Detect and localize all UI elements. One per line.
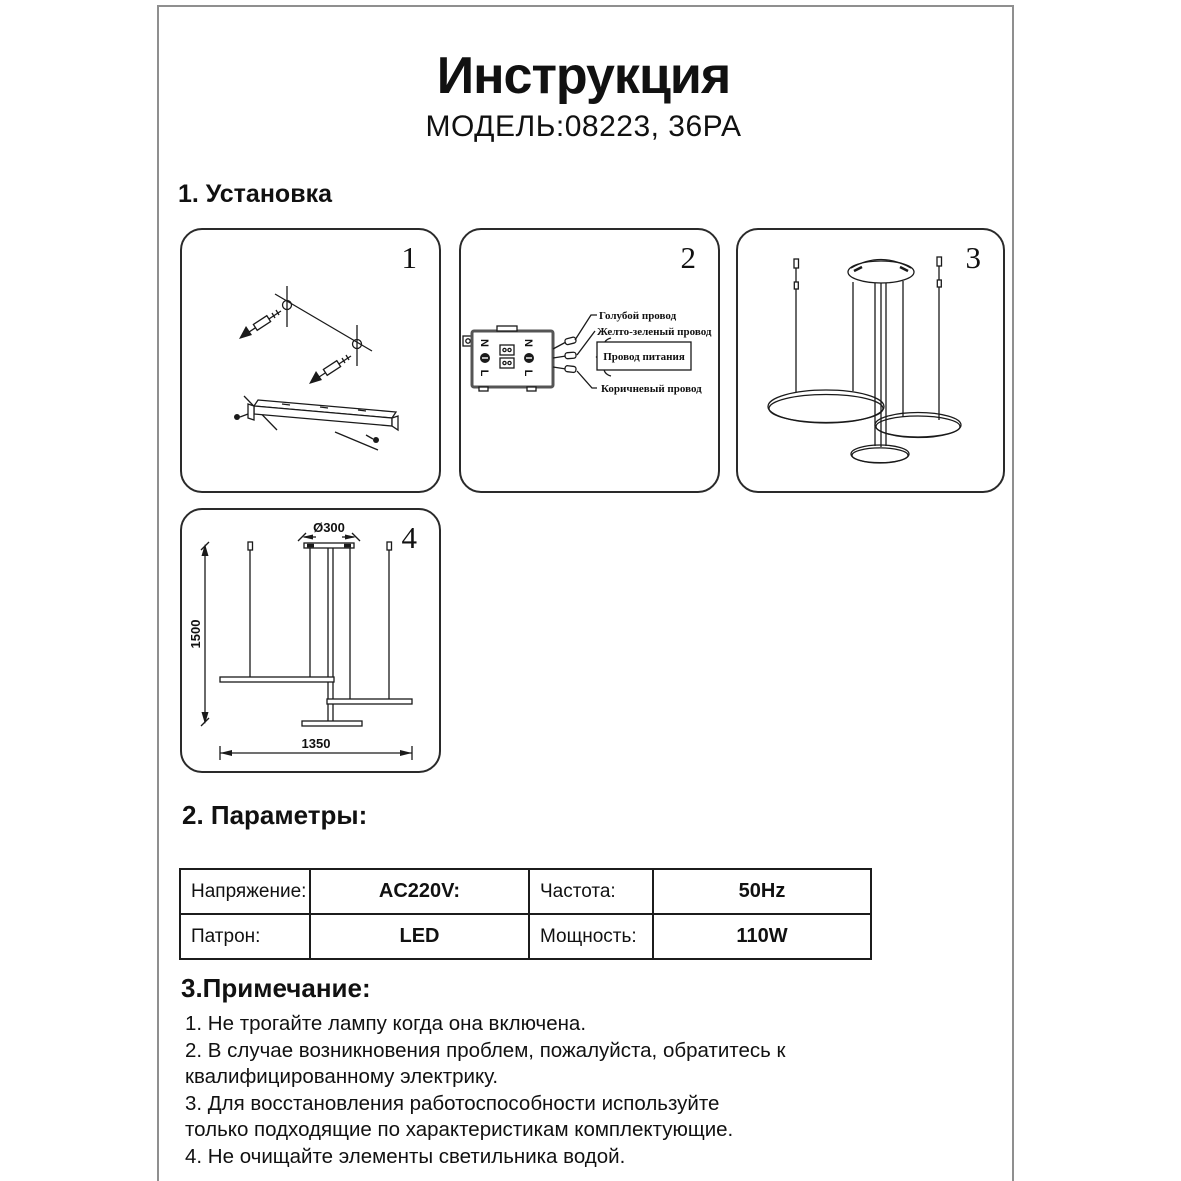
dimension-diagram bbox=[182, 510, 435, 767]
param-label-voltage: Напряжение: bbox=[180, 869, 310, 914]
install-step-3-panel bbox=[736, 228, 1005, 493]
param-value-voltage: AC220V: bbox=[310, 869, 529, 914]
step-number: 4 bbox=[401, 520, 417, 555]
section-notes-heading: 3.Примечание: bbox=[181, 973, 371, 1003]
drill-points bbox=[275, 286, 372, 366]
install-step-1-panel bbox=[180, 228, 441, 493]
terminal-n-label: N bbox=[478, 339, 490, 347]
param-label-power: Мощность: bbox=[529, 914, 653, 959]
wiring-diagram bbox=[461, 230, 714, 487]
section-installation-heading: 1. Установка bbox=[178, 180, 332, 208]
note-line: 2. В случае возникновения проблем, пожалуйста, обратитесь к bbox=[185, 1038, 786, 1062]
wire-label-power: Провод питания bbox=[603, 351, 685, 363]
terminal-block bbox=[463, 326, 553, 391]
model-subtitle: МОДЕЛЬ:08223, 36PA bbox=[425, 110, 742, 143]
supply-wires bbox=[553, 337, 577, 373]
width-dimension bbox=[220, 736, 412, 760]
suspension-wires-side bbox=[248, 542, 392, 722]
wire-label-blue: Голубой провод bbox=[599, 310, 677, 322]
canopy-side-view bbox=[304, 543, 354, 548]
step-number: 2 bbox=[680, 240, 696, 275]
param-label-socket: Патрон: bbox=[180, 914, 310, 959]
note-line: квалифицированному электрику. bbox=[185, 1065, 499, 1088]
install-step-4-panel bbox=[180, 508, 441, 773]
param-value-power: 110W bbox=[653, 914, 871, 959]
assembled-fixture-diagram bbox=[738, 230, 999, 487]
canopy-diameter-dimension bbox=[298, 520, 360, 541]
ceiling-canopy bbox=[848, 260, 914, 284]
screw-anchor-2 bbox=[309, 355, 351, 384]
parameters-table bbox=[179, 868, 872, 960]
terminal-l-label: L bbox=[522, 369, 534, 377]
wire-label-brown: Коричневый провод bbox=[601, 383, 702, 395]
note-line: 3. Для восстановления работоспособности используйте bbox=[185, 1091, 720, 1115]
param-value-socket: LED bbox=[310, 914, 529, 959]
section-parameters-heading: 2. Параметры: bbox=[182, 800, 368, 830]
note-line: 1. Не трогайте лампу когда она включена. bbox=[185, 1012, 587, 1035]
step-number: 3 bbox=[965, 240, 981, 275]
step-number: 1 bbox=[401, 240, 417, 275]
width-value: 1350 bbox=[301, 736, 331, 751]
note-line: 4. Не очищайте элементы светильника водой. bbox=[185, 1144, 626, 1168]
table-row bbox=[180, 869, 871, 914]
note-line: только подходящие по характеристикам комплектующие. bbox=[185, 1118, 734, 1141]
wire-label-yellow-green: Желто-зеленый провод bbox=[597, 326, 712, 338]
install-step-2-panel bbox=[459, 228, 720, 493]
terminal-l-label: L bbox=[478, 369, 490, 377]
mounting-bracket-diagram bbox=[182, 230, 435, 487]
param-label-frequency: Частота: bbox=[529, 869, 653, 914]
mounting-bracket bbox=[234, 396, 398, 450]
table-row bbox=[180, 914, 871, 959]
screw-anchor-1 bbox=[239, 310, 281, 339]
ring-bars-side-view bbox=[220, 677, 412, 726]
height-dimension bbox=[188, 542, 209, 726]
light-rings bbox=[768, 390, 961, 463]
param-value-frequency: 50Hz bbox=[653, 869, 871, 914]
terminal-n-label: N bbox=[522, 339, 534, 347]
canopy-diameter-value: Ø300 bbox=[313, 520, 345, 535]
notes-list bbox=[185, 1011, 905, 1170]
height-value: 1500 bbox=[188, 619, 203, 649]
page-title: Инструкция bbox=[436, 47, 731, 105]
